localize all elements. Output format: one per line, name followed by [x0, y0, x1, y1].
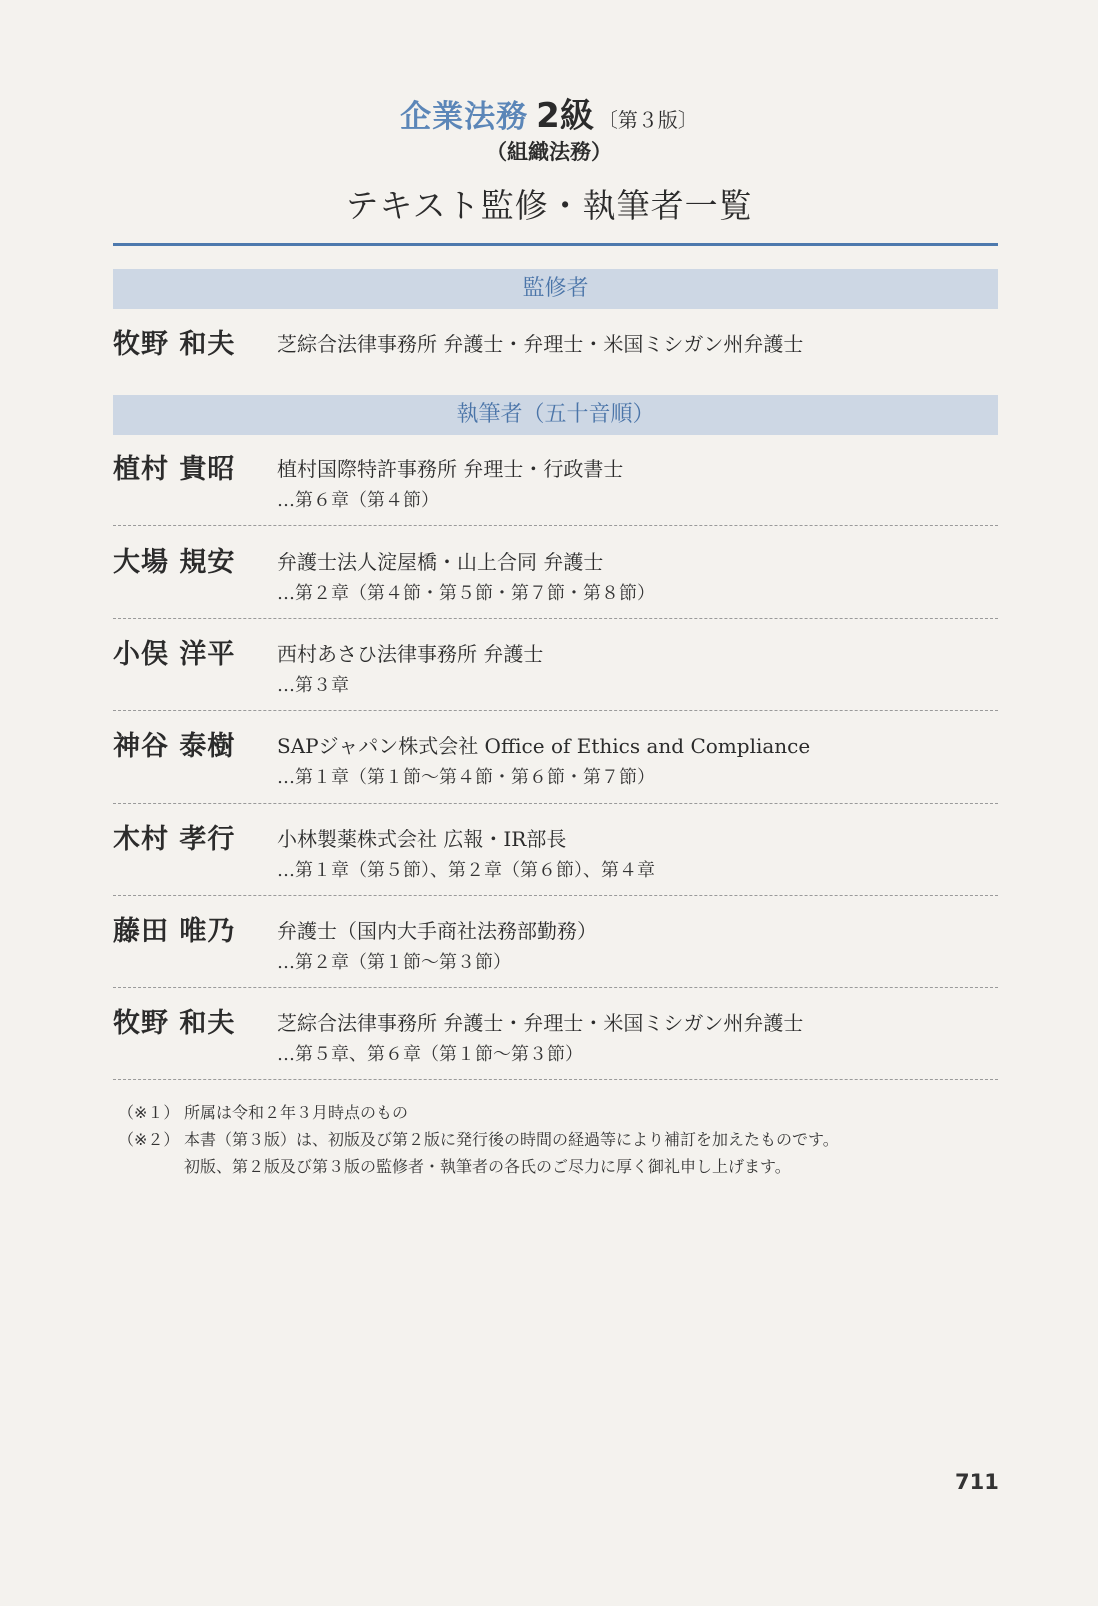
author-affiliation: 弁護士法人淀屋橋・山上合同 弁護士 — [277, 550, 604, 574]
author-chapters: …第２章（第４節・第５節・第７節・第８節） — [277, 583, 655, 604]
author-name: 小俣 洋平 — [113, 639, 236, 670]
page-title: テキスト監修・執筆者一覧 — [345, 186, 753, 225]
entry-divider — [113, 987, 998, 988]
authors-heading: 執筆者（五十音順） — [113, 395, 998, 435]
entry-divider — [113, 710, 998, 711]
author-affiliation: 小林製薬株式会社 広報・IR部長 — [277, 827, 567, 851]
author-chapters: …第５章、第６章（第１節～第３節） — [277, 1044, 583, 1065]
author-name: 藤田 唯乃 — [113, 916, 236, 947]
author-name: 木村 孝行 — [113, 824, 236, 855]
grade-label: 2級 — [536, 96, 594, 136]
author-chapters: …第３章 — [277, 675, 349, 696]
entry-divider — [113, 895, 998, 896]
footnote-label: （※２） — [118, 1130, 180, 1149]
series-name: 企業法務 — [400, 99, 529, 135]
author-affiliation: 弁護士（国内大手商社法務部勤務） — [277, 919, 597, 943]
footnote — [118, 1127, 839, 1150]
footnote-text: 所属は令和２年３月時点のもの — [184, 1103, 409, 1122]
book-title — [0, 88, 1098, 137]
author-name: 神谷 泰樹 — [113, 731, 236, 762]
title-rule — [113, 243, 998, 246]
author-chapters: …第２章（第１節～第３節） — [277, 952, 511, 973]
entry-divider — [113, 618, 998, 619]
edition-label: 〔第３版〕 — [597, 108, 698, 132]
author-name: 牧野 和夫 — [113, 1008, 236, 1039]
footnote — [118, 1100, 408, 1123]
author-affiliation: 植村国際特許事務所 弁理士・行政書士 — [277, 457, 624, 481]
author-affiliation: 芝綜合法律事務所 弁護士・弁理士・米国ミシガン州弁護士 — [277, 1011, 804, 1035]
footnote — [118, 1154, 791, 1177]
entry-divider — [113, 803, 998, 804]
author-name: 植村 貴昭 — [113, 454, 236, 485]
footnote-text: 初版、第２版及び第３版の監修者・執筆者の各氏のご尽力に厚く御礼申し上げます。 — [184, 1157, 791, 1176]
author-chapters: …第１章（第５節）、第２章（第６節）、第４章 — [277, 860, 655, 881]
author-affiliation: 西村あさひ法律事務所 弁護士 — [277, 642, 544, 666]
author-name: 大場 規安 — [113, 547, 236, 578]
author-affiliation: SAPジャパン株式会社 Office of Ethics and Compliance — [277, 734, 811, 758]
entry-divider — [113, 525, 998, 526]
book-subtitle: （組織法務） — [486, 140, 612, 164]
supervisor-heading: 監修者 — [113, 269, 998, 309]
supervisor-affiliation: 芝綜合法律事務所 弁護士・弁理士・米国ミシガン州弁護士 — [277, 332, 804, 356]
supervisor-name: 牧野 和夫 — [113, 329, 236, 360]
entry-divider — [113, 1079, 998, 1080]
footnote-label: （※１） — [118, 1103, 180, 1122]
footnote-text: 本書（第３版）は、初版及び第２版に発行後の時間の経過等により補訂を加えたものです。 — [184, 1130, 839, 1149]
author-chapters: …第１章（第１節～第４節・第６節・第７節） — [277, 767, 655, 788]
author-chapters: …第６章（第４節） — [277, 490, 439, 511]
page-number: 711 — [955, 1470, 999, 1494]
